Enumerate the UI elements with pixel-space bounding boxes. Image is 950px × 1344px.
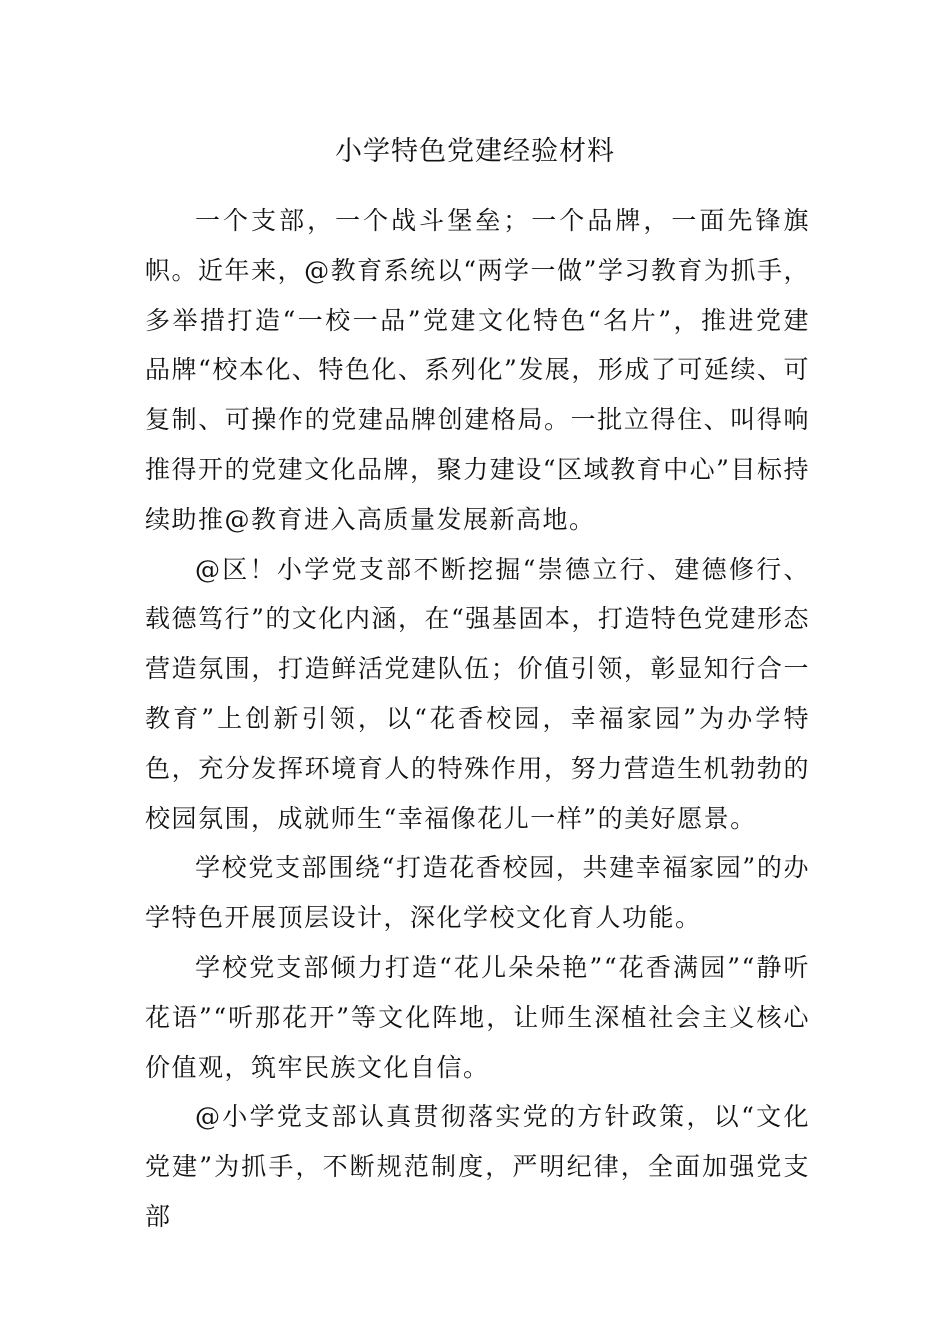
paragraph-top-level-design: 学校党支部围绕“打造花香校园，共建幸福家园”的办学特色开展顶层设计，深化学校文化育人功能。: [145, 853, 810, 933]
document-title: 小学特色党建经验材料: [335, 136, 615, 167]
paragraph-district-school: @区！小学党支部不断挖掘“崇德立行、建德修行、载德笃行”的文化内涵，在“强基固本，打造特色党建形态营造氛围，打造鲜活党建队伍；价值引领，彰显知行合一教育”上创新引领，以“花香校园，幸福家园”为办学特色，充分发挥环境育人的特殊作用，努力营造生机勃勃的校园氛围，成就师生“幸福像花儿一样”的美好愿景。: [145, 554, 810, 833]
paragraph-culture-positions: 学校党支部倾力打造“花儿朵朵艳”“花香满园”“静听花语”“听那花开”等文化阵地，让师生深植社会主义核心价值观，筑牢民族文化自信。: [145, 952, 810, 1082]
paragraph-party-branch: @小学党支部认真贯彻落实党的方针政策，以“文化党建”为抓手，不断规范制度，严明纪律，全面加强党支部: [145, 1102, 810, 1231]
document-body: [145, 196, 810, 1242]
paragraph-intro: 一个支部，一个战斗堡垒；一个品牌，一面先锋旗帜。近年来，@教育系统以“两学一做”学习教育为抓手，多举措打造“一校一品”党建文化特色“名片”，推进党建品牌“校本化、特色化、系列化”发展，形成了可延续、可复制、可操作的党建品牌创建格局。一批立得住、叫得响推得开的党建文化品牌，聚力建设“区域教育中心”目标持续助推@教育进入高质量发展新高地。: [145, 206, 810, 534]
